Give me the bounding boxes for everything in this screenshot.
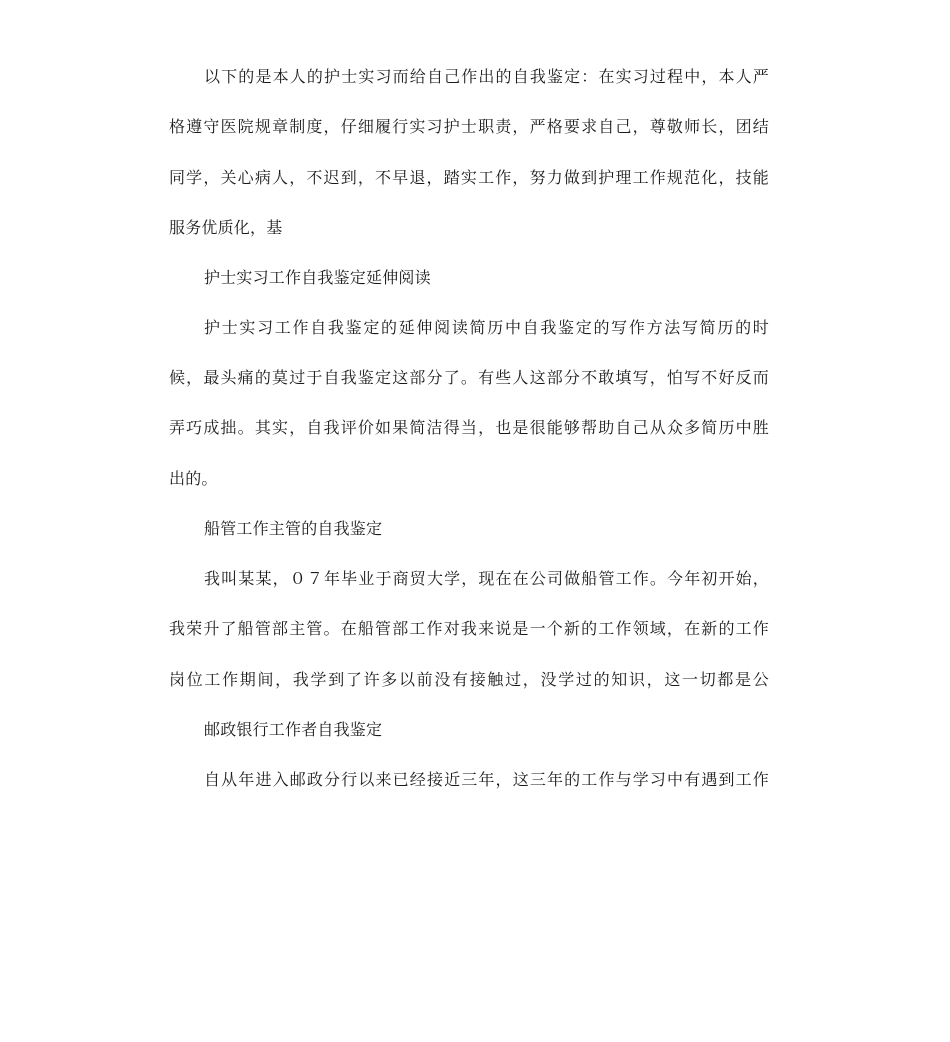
paragraph-line: 护士实习工作自我鉴定的延伸阅读简历中自我鉴定的写作方法写简历的时 bbox=[204, 318, 769, 337]
paragraph-line: 同学，关心病人，不迟到，不早退，踏实工作，努力做到护理工作规范化，技能 bbox=[169, 168, 769, 187]
paragraph-line: 弄巧成拙。其实，自我评价如果简洁得当，也是很能够帮助自己从众多简历中胜 bbox=[169, 418, 769, 437]
paragraph-line: 自从年进入邮政分行以来已经接近三年，这三年的工作与学习中有遇到工作 bbox=[204, 770, 769, 789]
paragraph-line: 格遵守医院规章制度，仔细履行实习护士职责，严格要求自己，尊敬师长，团结 bbox=[169, 117, 769, 136]
paragraph-line: 我荣升了船管部主管。在船管部工作对我来说是一个新的工作领域，在新的工作 bbox=[169, 619, 769, 638]
paragraph-line: 岗位工作期间，我学到了许多以前没有接触过，没学过的知识，这一切都是公 bbox=[169, 670, 769, 689]
paragraph-line: 候，最头痛的莫过于自我鉴定这部分了。有些人这部分不敢填写，怕写不好反而 bbox=[169, 368, 769, 387]
paragraph-line: 以下的是本人的护士实习而给自己作出的自我鉴定：在实习过程中，本人严 bbox=[204, 67, 769, 86]
paragraph-line: 我叫某某，０７年毕业于商贸大学，现在在公司做船管工作。今年初开始， bbox=[204, 569, 769, 588]
section-heading: 邮政银行工作者自我鉴定 bbox=[204, 720, 383, 739]
section-heading: 船管工作主管的自我鉴定 bbox=[204, 519, 383, 538]
paragraph-line: 出的。 bbox=[169, 469, 218, 488]
section-heading: 护士实习工作自我鉴定延伸阅读 bbox=[204, 268, 431, 287]
paragraph-line: 服务优质化，基 bbox=[169, 218, 283, 237]
